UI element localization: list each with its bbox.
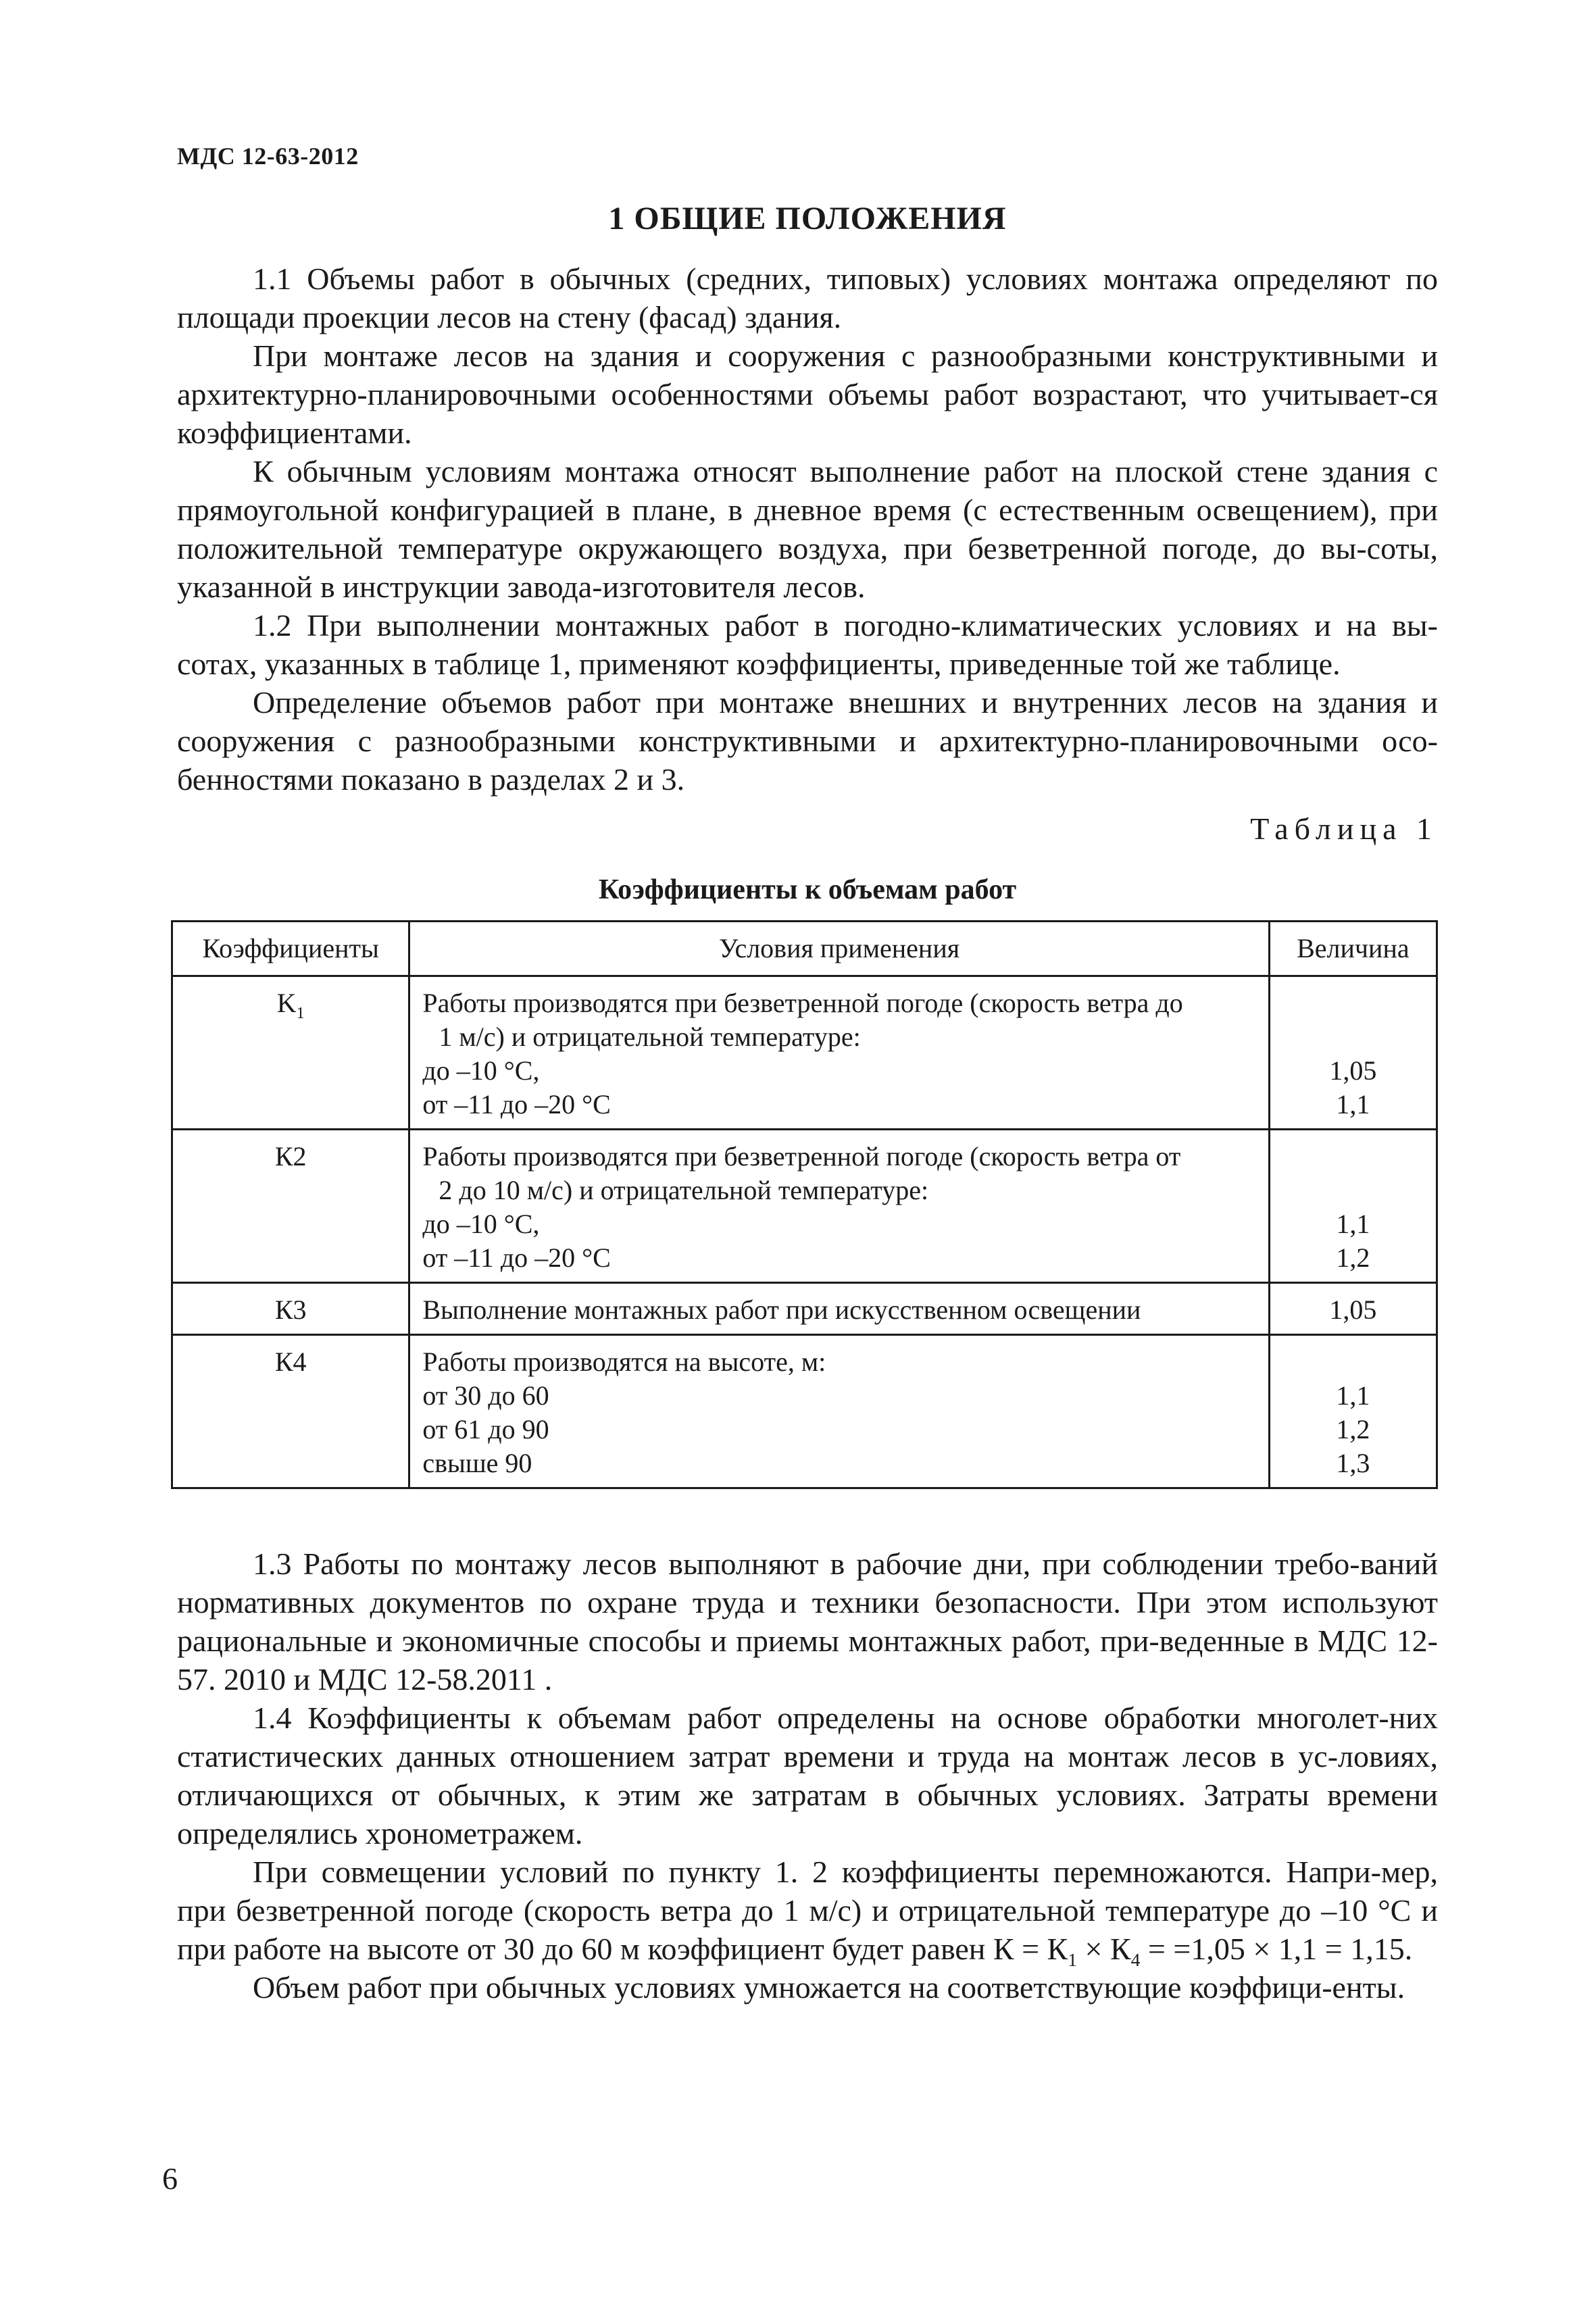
paragraph-coef-intro: При монтаже лесов на здания и сооружения с разнообразными конструктивными и архитектурно-планировочными особенностями объемы работ возрастают, что учитывает-ся коэффициентами. (177, 338, 1438, 450)
example-text: При совмещении условий по пункту 1. 2 коэффициенты перемножаются. Напри-мер, при безветренной погоде (скорость ветра до 1 м/с) и отрицательной температуре до –10 °С и при работе на высоте от 30 до 60 м коэффициент будет равен К = К (177, 1855, 1438, 1966)
condition-cell (409, 976, 1269, 1130)
coef-code-cell (172, 1130, 409, 1283)
value-cell (1269, 976, 1437, 1130)
header-value: Величина (1269, 922, 1437, 976)
table-row (172, 1130, 1437, 1283)
value-line (1277, 1174, 1429, 1207)
value-cell (1269, 1130, 1437, 1283)
condition-line: Работы производятся при безветренной погоде (скорость ветра от (422, 1141, 1181, 1172)
condition-line: от –11 до –20 °С (422, 1242, 611, 1273)
value-line: 1,1 (1336, 1089, 1370, 1120)
header-coefficients: Коэффициенты (172, 922, 409, 976)
condition-line: 2 до 10 м/с) и отрицательной температуре: (439, 1175, 929, 1205)
value-line (1277, 1140, 1429, 1174)
body-text-bottom (177, 1544, 1438, 2007)
condition-cell (409, 1283, 1269, 1335)
condition-cell (409, 1130, 1269, 1283)
table-title: Коэффициенты к объемам работ (598, 874, 1017, 905)
value-cell (1269, 1283, 1437, 1335)
paragraph-1-2: 1.2 При выполнении монтажных работ в погодно-климатических условиях и на вы-сотах, указанных в таблице 1, применяют коэффициенты, приведенные той же таблице. (177, 608, 1438, 681)
coef-code: K (276, 988, 297, 1018)
table-label: Таблица 1 (1250, 811, 1438, 846)
condition-line: Работы производятся при безветренной погоде (скорость ветра до (422, 988, 1183, 1018)
condition-line: Работы производятся на высоте, м: (422, 1347, 826, 1377)
condition-line: 1 м/с) и отрицательной температуре: (439, 1022, 861, 1052)
value-line: 1,05 (1329, 1294, 1377, 1325)
section-title: 1 ОБЩИЕ ПОЛОЖЕНИЯ (608, 201, 1007, 236)
paragraph-1-4: 1.4 Коэффициенты к объемам работ определены на основе обработки многолет-них статистических данных отношением затрат времени и труда на монтаж лесов в ус-ловиях, отличающихся от обычных, к этим же затратам в обычных условиях. Затраты времени определялись хронометражем. (177, 1701, 1438, 1851)
condition-line: свыше 90 (422, 1448, 532, 1478)
value-line: 1,1 (1336, 1209, 1370, 1239)
coef-code-subscript: 1 (296, 1005, 305, 1022)
coef-code-cell (172, 976, 409, 1130)
value-line: 1,05 (1329, 1055, 1377, 1086)
document-code: МДС 12-63-2012 (177, 143, 359, 170)
coefficients-table (171, 920, 1438, 1489)
condition-line: до –10 °С, (422, 1055, 540, 1086)
paragraph-final: Объем работ при обычных условиях умножается на соответствующие коэффици-енты. (253, 1970, 1405, 2005)
condition-line: от 30 до 60 (422, 1380, 549, 1411)
value-line: 1,2 (1336, 1242, 1370, 1273)
condition-line: до –10 °С, (422, 1209, 540, 1239)
condition-line: от 61 до 90 (422, 1414, 549, 1444)
table-row (172, 1335, 1437, 1488)
value-line: 1,3 (1336, 1448, 1370, 1478)
table-header-row (172, 922, 1437, 976)
table-row (172, 976, 1437, 1130)
value-line (1277, 1020, 1429, 1054)
coef-code: К4 (274, 1347, 307, 1377)
example-subscript-1: 1 (1068, 1949, 1078, 1971)
value-line: 1,2 (1336, 1414, 1370, 1444)
paragraph-sections-ref: Определение объемов работ при монтаже внешних и внутренних лесов на здания и сооружения с разнообразными конструктивными и архитектурно-планировочными осо-бенностями показано в разделах 2 и 3. (177, 685, 1438, 797)
paragraph-normal-conditions: К обычным условиям монтажа относят выполнение работ на плоской стене здания с прямоугольной конфигурацией в плане, в дневное время (с естественным освещением), при положительной температуре окружающего воздуха, при безветренной погоде, до вы-соты, указанной в инструкции завода-изготовителя лесов. (177, 454, 1438, 604)
example-times: × К (1077, 1932, 1131, 1966)
paragraph-example (177, 1853, 1438, 1971)
coef-code-cell (172, 1335, 409, 1488)
example-tail: = =1,05 × 1,1 = 1,15. (1140, 1932, 1413, 1966)
value-cell (1269, 1335, 1437, 1488)
condition-cell (409, 1335, 1269, 1488)
coef-code-cell (172, 1283, 409, 1335)
table-row (172, 1283, 1437, 1335)
paragraph-1-1: 1.1 Объемы работ в обычных (средних, типовых) условиях монтажа определяют по площади проекции лесов на стену (фасад) здания. (177, 261, 1438, 334)
example-subscript-4: 4 (1130, 1949, 1141, 1971)
value-line (1277, 986, 1429, 1020)
paragraph-1-3: 1.3 Работы по монтажу лесов выполняют в рабочие дни, при соблюдении требо-ваний нормативных документов по охране труда и техники безопасности. При этом используют рациональные и экономичные способы и приемы монтажных работ, при-веденные в МДС 12-57. 2010 и МДС 12-58.2011 . (177, 1546, 1438, 1696)
body-text-top (177, 259, 1438, 799)
coef-code: К2 (274, 1141, 307, 1172)
value-line: 1,1 (1336, 1380, 1370, 1411)
coef-code: К3 (274, 1294, 307, 1325)
condition-line: от –11 до –20 °С (422, 1089, 611, 1120)
condition-line: Выполнение монтажных работ при искусственном освещении (422, 1294, 1141, 1325)
value-line (1277, 1345, 1429, 1379)
header-conditions: Условия применения (409, 922, 1269, 976)
page-number: 6 (162, 2161, 178, 2196)
